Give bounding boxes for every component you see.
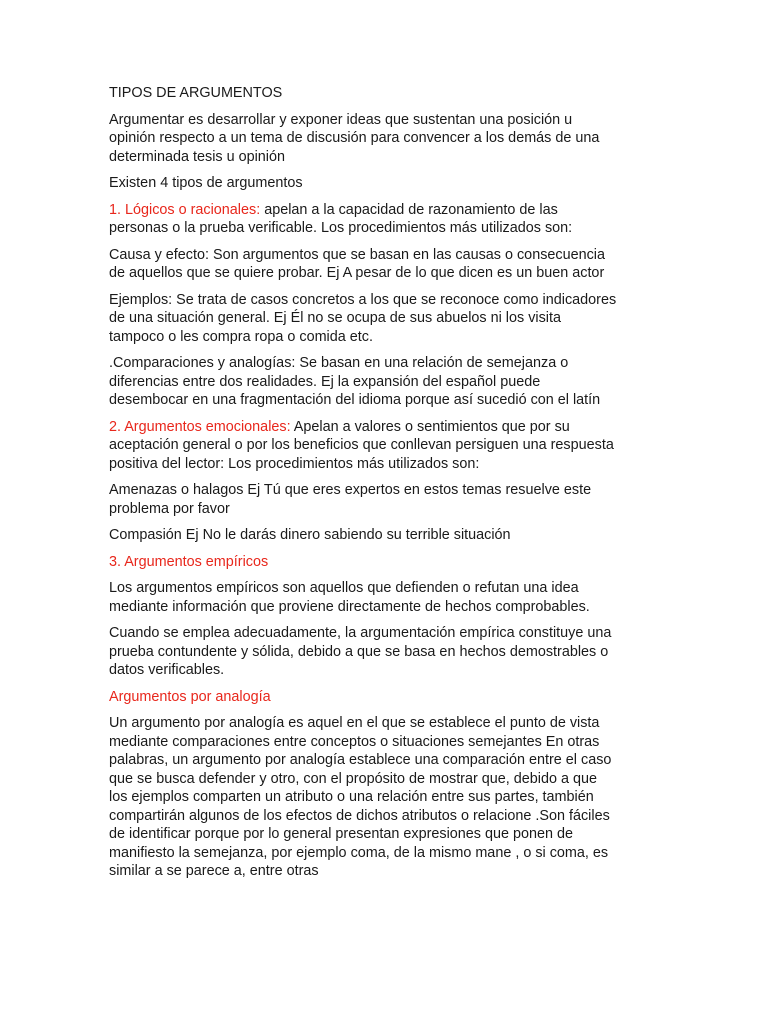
ejemplos-paragraph: Ejemplos: Se trata de casos concretos a los que se reconoce como indicadores de una situación general. Ej Él no se ocupa de sus abuelos ni los visita tampoco o les compra ropa o comida etc. bbox=[109, 291, 617, 345]
section2-paragraph bbox=[109, 418, 669, 474]
section3-paragraph-2: Cuando se emplea adecuadamente, la argumentación empírica constituye una prueba contundente y sólida, debido a que se basa en hechos demostrables o datos verificables. bbox=[109, 625, 612, 678]
amenazas-paragraph: Amenazas o halagos Ej Tú que eres expertos en estos temas resuelve este problema por favor bbox=[109, 482, 592, 517]
section4-paragraph: Un argumento por analogía es aquel en el que se establece el punto de vista mediante comparaciones entre conceptos o situaciones semejantes En otras palabras, un argumento por analogía establece una comparación entre el caso que se busca defender y otro, con el propósito de mostrar que, debido a que los ejemplos comparten un atributo o una relación entre sus partes, también compartirán algunos de los efectos de dichos atributos o relacione .Son fáciles de identificar porque por lo general presentan expresiones que ponen de manifiesto la semejanza, por ejemplo coma, de la mismo mane , o si coma, es similar a se parece a, entre otras bbox=[109, 715, 612, 879]
compasion-paragraph: Compasión Ej No le darás dinero sabiendo su terrible situación bbox=[109, 527, 511, 543]
section3-paragraph-1: Los argumentos empíricos son aquellos que defienden o refutan una idea mediante información que proviene directamente de hechos comprobables. bbox=[109, 580, 590, 615]
section2-heading: 2. Argumentos emocionales: bbox=[109, 418, 291, 435]
document-page bbox=[109, 84, 669, 889]
count-paragraph: Existen 4 tipos de argumentos bbox=[109, 175, 303, 191]
section1-heading: 1. Lógicos o racionales: bbox=[109, 201, 261, 218]
intro-paragraph: Argumentar es desarrollar y exponer ideas que sustentan una posición u opinión respecto a un tema de discusión para convencer a los demás de una determinada tesis u opinión bbox=[109, 111, 600, 165]
comparaciones-paragraph: .Comparaciones y analogías: Se basan en una relación de semejanza o diferencias entre dos realidades. Ej la expansión del español puede desembocar en una fragmentación del idioma porque así sucedió con el latín bbox=[109, 355, 601, 408]
section4-heading: Argumentos por analogía bbox=[109, 688, 271, 705]
section3-heading: 3. Argumentos empíricos bbox=[109, 553, 269, 570]
section1-paragraph bbox=[109, 201, 669, 238]
document-title: TIPOS DE ARGUMENTOS bbox=[109, 85, 283, 101]
section2-text: Apelan a valores o sentimientos que por su aceptación general o por los beneficios que conllevan persiguen una respuesta positiva del lector: Los procedimientos más utilizados son: bbox=[109, 418, 614, 472]
causa-efecto-paragraph: Causa y efecto: Son argumentos que se basan en las causas o consecuencia de aquellos que se quiere probar. Ej A pesar de lo que dicen es un buen actor bbox=[109, 246, 605, 281]
section1-text: apelan a la capacidad de razonamiento de las personas o la prueba verificable. Los procedimientos más utilizados son: bbox=[109, 201, 573, 236]
